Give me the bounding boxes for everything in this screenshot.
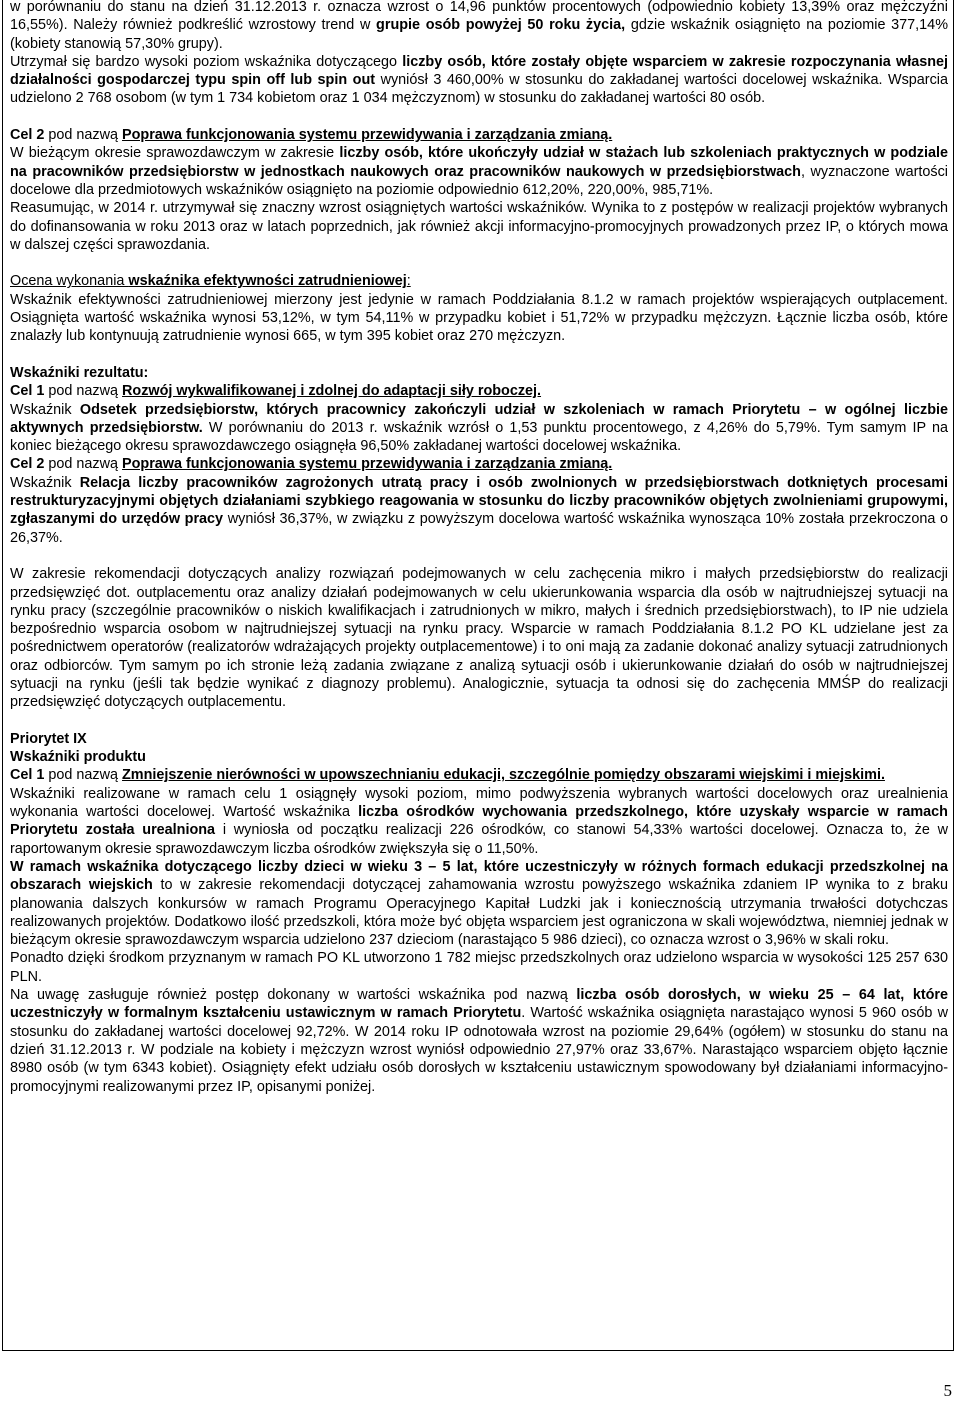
text-run: W zakresie rekomendacji dotyczących analizy rozwiązań podejmowanych w celu zachęcenia mikro i małych przedsiębiorstw do realizacji przedsięwzięć dot. outplacementu oraz analizy działań podejmowanych w celu ukierunkowania wsparcia dla osób w najtrudniejszej sytuacji na rynku pracy (szczególnie pracowników o niskich kwalifikacjach i zatrudnionych w mikro, małych i średnich przedsiębiorstwach), to IP nie udziela bezpośrednio wsparcia osobom w najtrudniejszej sytuacji na rynku pracy. Wsparcie w ramach Poddziałania 8.1.2 PO KL udzielane jest za pośrednictwem operatorów (realizatorów wdrażających projekty outplacementowe) i to oni mają za zadanie dokonać analizy sytuacji zatrudnionych oraz odbiorców. Tym samym po ich stronie leżą zadania związane z analizą sytuacji osób i ukierunkowanie działań do osób w najtrudniejszej sytuacji na rynku (jeśli tak będzie wynikać z diagnozy problemu). Analogicznie, sytuacja ta odnosi się do zachęcenia MMŚP do realizacji przedsięwzięć dotyczących outplacementu. xyxy=(10,566,948,711)
text-run: w porównaniu do stanu na dzień 31.12.2013 r. oznacza wzrost o 14,96 punktów procentowych (odpowiednio kobiety 13,39% oraz mężczyźni 16,55%). Należy również podkreślić wzrostowy trend w xyxy=(10,0,948,34)
text-run: , wyznaczone wartości docelowe dla przedmiotowych wskaźników osiągnięto na poziomie odpowiednio 612,20%, 220,00%, 985,71%. xyxy=(10,163,948,198)
paragraph-p6 xyxy=(10,272,948,290)
paragraph-p1 xyxy=(10,0,948,53)
text-run: . Wartość wskaźnika osiągnięta narastająco wynosi 5 960 osób w stosunku do zakładanej wartości docelowej 92,72%. W 2014 roku IP odnotowała wzrost na poziomie 29,64% (ogółem) w stosunku do stanu na dzień 31.12.2013 r. W podziale na kobiety i mężczyzn wzrost wyniósł odpowiednio 27,97% oraz 33,67%. Narastająco wsparciem objęto łącznie 8980 osób (w tym 6343 kobiet). Osiągnięty efekt udziału osób dorosłych w kształceniu ustawicznym spowodowany był działaniami informacyjno-promocyjnymi realizowanymi przez IP, opisanymi poniżej. xyxy=(10,1005,948,1095)
text-run: : xyxy=(406,273,411,290)
paragraph-p19 xyxy=(10,949,948,986)
paragraph-p5 xyxy=(10,199,948,254)
text-run: Poprawa funkcjonowania systemu przewidywania i zarządzania zmianą. xyxy=(122,127,613,144)
text-run: gdzie wskaźnik osiągnięto na poziomie 377,14% (kobiety stanowią 57,30% grupy). xyxy=(10,17,948,52)
paragraph-p12 xyxy=(10,474,948,547)
paragraph-p14 xyxy=(10,730,948,748)
text-run: Wskaźniki produktu xyxy=(10,749,146,766)
text-run: Cel 2 xyxy=(10,127,45,144)
text-run: Cel 2 xyxy=(10,456,45,473)
paragraph-p20 xyxy=(10,986,948,1096)
text-run: Cel 1 xyxy=(10,767,45,784)
text-run: W ramach wskaźnika dotyczącego liczby dzieci w wieku 3 – 5 lat, które uczestniczyły w różnych formach edukacji przedszkolnej na obszarach wiejskich xyxy=(10,858,948,894)
text-run: pod nazwą xyxy=(44,127,123,144)
text-run: Reasumując, w 2014 r. utrzymywał się znaczny wzrost osiągniętych wartości wskaźników. Wynika to z postępów w realizacji projektów wybranych do dofinansowania w roku 2013 oraz w latach poprzednich, jak również akcji informacyjno-promocyjnych prowadzonych przez IP, o których mowa w dalszej części sprawozdania. xyxy=(10,200,948,253)
text-run: wyniósł 36,37%, w związku z powyższym docelowa wartość wskaźnika wynosząca 10% została przekroczona o 26,37%. xyxy=(10,511,948,546)
text-run: Wskaźnik xyxy=(10,474,80,491)
text-run: Wskaźniki realizowane w ramach celu 1 osiągnęły wysoki poziom, mimo podwyższenia wybranych wartości docelowych oraz urealnienia wykonania wartości docelowej. Wartość wskaźnika xyxy=(10,785,948,821)
page-number: 5 xyxy=(943,1381,952,1400)
paragraph-p15 xyxy=(10,748,948,766)
text-run: Na uwagę zasługuje również postęp dokonany w wartości wskaźnika pod nazwą xyxy=(10,987,577,1004)
paragraph-p2 xyxy=(10,53,948,108)
text-run: Cel 1 xyxy=(10,383,45,400)
text-run: wskaźnika efektywności zatrudnieniowej xyxy=(128,273,407,290)
text-run: W bieżącym okresie sprawozdawczym w zakresie xyxy=(10,145,340,162)
text-run: Priorytet IX xyxy=(10,730,87,747)
document-body xyxy=(10,0,948,1096)
paragraph-p18 xyxy=(10,858,948,949)
text-run: liczby osób, które zostały objęte wsparciem w zakresie rozpoczynania własnej działalności gospodarczej typu spin off lub spin out xyxy=(10,53,948,89)
text-run: liczby osób, które ukończyły udział w stażach lub szkoleniach praktycznych w podziale na pracowników przedsiębiorstw w jednostkach naukowych oraz pracowników naukowych w przedsiębiorstwach xyxy=(10,145,948,180)
text-run: liczba ośrodków wychowania przedszkolnego, które uzyskały wsparcie w ramach Priorytetu została urealniona xyxy=(10,804,948,839)
text-run: Zmniejszenie nierówności w upowszechnianiu edukacji, szczególnie pomiędzy obszarami wiejskimi i miejskimi. xyxy=(122,767,885,784)
text-run: Ponadto dzięki środkom przyznanym w ramach PO KL utworzono 1 782 miejsc przedszkolnych oraz udzielono wsparcia w wysokości 125 257 630 PLN. xyxy=(10,950,948,985)
text-run: pod nazwą xyxy=(44,383,123,400)
paragraph-p10 xyxy=(10,401,948,456)
text-run: Wskaźnik efektywności zatrudnieniowej mierzony jest jedynie w ramach Poddziałania 8.1.2 w ramach projektów wspierających outplacement. Osiągnięta wartość wskaźnika wynosi 53,12%, w tym 54,11% w przypadku kobiet i 51,72% w przypadku mężczyzn. Łącznie liczba osób, które znalazły lub kontynuują zatrudnienie wynosi 665, w tym 395 kobiet oraz 270 mężczyzn. xyxy=(10,291,948,345)
paragraph-p4 xyxy=(10,144,948,199)
paragraph-p8 xyxy=(10,364,948,382)
paragraph-p16 xyxy=(10,766,948,784)
text-run: Odsetek przedsiębiorstw, których pracownicy zakończyli udział w szkoleniach w ramach Priorytetu – w ogólnej liczbie aktywnych przedsiębiorstw. xyxy=(10,401,948,436)
text-run: grupie osób powyżej 50 roku życia, xyxy=(376,17,626,34)
text-run: Wskaźniki rezultatu: xyxy=(10,364,149,381)
paragraph-p3 xyxy=(10,126,948,144)
text-run: pod nazwą xyxy=(44,456,123,473)
text-run: to w zakresie rekomendacji dotyczącej zahamowania wzrostu powyższego wskaźnika zdaniem IP wynika to z braku planowania dalszych konkursów w ramach Programu Operacyjnego Kapitał Ludzki jak i koniecznością utrzymania trwałości dotychczas realizowanych projektów. Dodatkowo ilość przedszkoli, która może być objęta wsparciem jest ograniczona w skali województwa, niemniej jednak w bieżącym okresie sprawozdawczym wsparcia udzielono 237 dzieciom (narastająco 5 986 dzieci), co oznacza wzrost o 3,96% w skali roku. xyxy=(10,877,949,949)
text-run: Rozwój wykwalifikowanej i zdolnej do adaptacji siły roboczej. xyxy=(122,383,542,400)
paragraph-p11 xyxy=(10,455,948,473)
text-run: Poprawa funkcjonowania systemu przewidywania i zarządzania zmianą. xyxy=(122,456,613,473)
text-run: Relacja liczby pracowników zagrożonych utratą pracy i osób zwolnionych w przedsiębiorstwach dotkniętych procesami restrukturyzacyjnymi objętych działaniami szybkiego reagowania w stosunku do liczby pracowników objętych zwolnieniami grupowymi, zgłaszanymi do urzędów pracy xyxy=(10,474,948,528)
text-run: liczba osób dorosłych, w wieku 25 – 64 lat, które uczestniczyły w formalnym kształceniu ustawicznym w ramach Priorytetu xyxy=(10,987,949,1022)
text-run: Utrzymał się bardzo wysoki poziom wskaźnika dotyczącego xyxy=(10,53,403,70)
paragraph-p9 xyxy=(10,382,948,400)
text-run: pod nazwą xyxy=(44,767,123,784)
text-run: Wskaźnik xyxy=(10,401,80,418)
text-run: Ocena wykonania xyxy=(10,273,129,290)
paragraph-p13 xyxy=(10,565,948,711)
text-run: W porównaniu do 2013 r. wskaźnik wzrósł o 1,53 punktu procentowego, z 4,26% do 5,79%. Tym samym IP na koniec bieżącego okresu sprawozdawczego osiągnęła 96,50% zakładanej wartości docelowej wskaźnika. xyxy=(10,419,948,455)
paragraph-p17 xyxy=(10,785,948,858)
text-run: wyniósł 3 460,00% w stosunku do zakładanej wartości docelowej wskaźnika. Wsparcia udzielono 2 768 osobom (w tym 1 734 kobietom oraz 1 034 mężczyznom) w stosunku do zakładanej wartości 80 osób. xyxy=(10,72,948,107)
paragraph-p7 xyxy=(10,291,948,346)
text-run: i wyniosła od początku realizacji 226 ośrodków, co stanowi 54,33% wartości docelowej. Oznacza to, że w raportowanym okresie sprawozdawczym liczba ośrodków zwiększyła się o 11,50%. xyxy=(10,822,948,857)
